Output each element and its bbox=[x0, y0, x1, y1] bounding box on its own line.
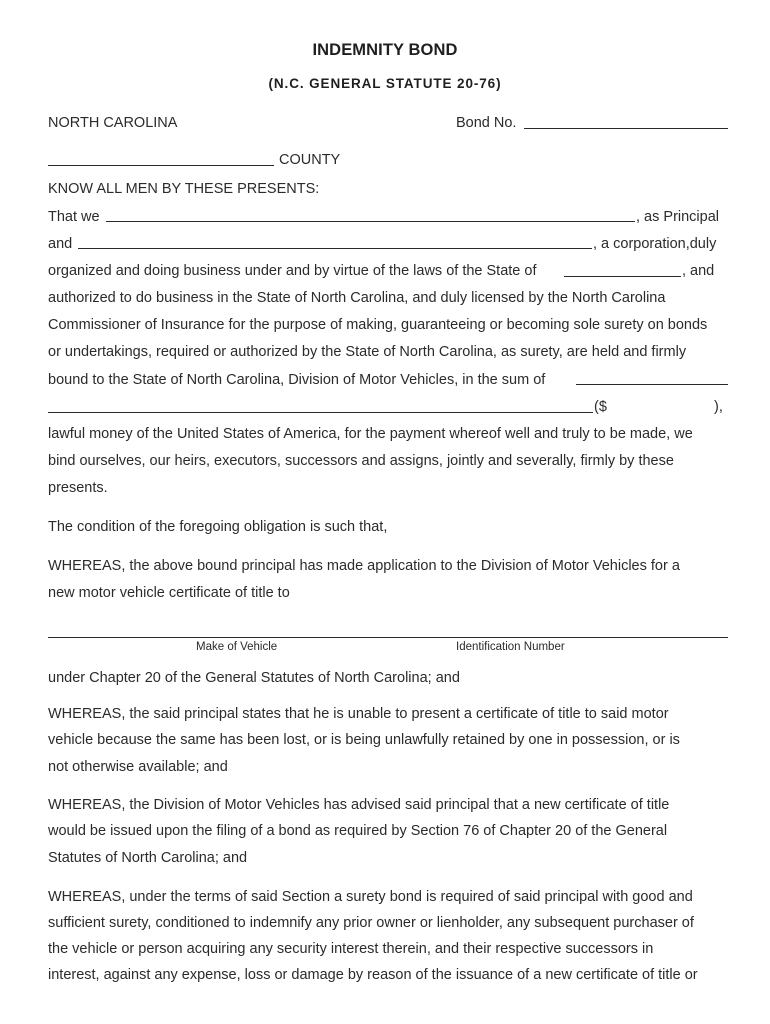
document-title: INDEMNITY BOND bbox=[312, 41, 458, 59]
body-line: the vehicle or person acquiring any security interest therein, and their respective successors in bbox=[48, 941, 654, 957]
body-line: bind ourselves, our heirs, executors, successors and assigns, jointly and severally, firmly by these bbox=[48, 453, 674, 469]
body-line: or undertakings, required or authorized by the State of North Carolina, as surety, are held and firmly bbox=[48, 344, 687, 360]
that-we-label: That we bbox=[48, 209, 100, 225]
body-line: WHEREAS, the Division of Motor Vehicles has advised said principal that a new certificate of title bbox=[48, 797, 670, 813]
sum-words-field[interactable] bbox=[48, 412, 593, 413]
body-line: vehicle because the same has been lost, or is being unlawfully retained by one in possession, or is bbox=[48, 732, 680, 748]
dollar-open: ($ bbox=[594, 399, 607, 415]
organized-suffix: , and bbox=[682, 263, 715, 279]
sum-words-field-start[interactable] bbox=[576, 384, 728, 385]
county-label: COUNTY bbox=[279, 152, 341, 168]
body-line: not otherwise available; and bbox=[48, 759, 228, 775]
county-field[interactable] bbox=[48, 165, 274, 166]
sum-text: bound to the State of North Carolina, Division of Motor Vehicles, in the sum of bbox=[48, 372, 546, 388]
as-principal-label: , as Principal bbox=[636, 209, 720, 225]
organized-text: organized and doing business under and by virtue of the laws of the State of bbox=[48, 263, 537, 279]
body-line: WHEREAS, the said principal states that he is unable to present a certificate of title to said motor bbox=[48, 706, 669, 722]
condition-text: The condition of the foregoing obligation is such that, bbox=[48, 519, 388, 535]
body-line: WHEREAS, under the terms of said Section a surety bond is required of said principal with good and bbox=[48, 889, 693, 905]
body-line: Statutes of North Carolina; and bbox=[48, 850, 248, 866]
dollar-close: ), bbox=[714, 399, 723, 415]
know-all-heading: KNOW ALL MEN BY THESE PRESENTS: bbox=[48, 181, 320, 197]
body-line: sufficient surety, conditioned to indemnify any prior owner or lienholder, any subsequent purchaser of bbox=[48, 915, 694, 931]
body-line: Commissioner of Insurance for the purpose of making, guaranteeing or becoming sole surety on bonds bbox=[48, 317, 708, 333]
vehicle-description-field[interactable] bbox=[48, 637, 728, 638]
chapter-text: under Chapter 20 of the General Statutes of North Carolina; and bbox=[48, 670, 460, 686]
body-line: interest, against any expense, loss or damage by reason of the issuance of a new certificate of title or bbox=[48, 967, 698, 983]
identification-number-label: Identification Number bbox=[456, 641, 565, 653]
principal-name-field[interactable] bbox=[106, 221, 635, 222]
bond-no-label: Bond No. bbox=[456, 115, 517, 131]
state-of-incorporation-field[interactable] bbox=[564, 276, 681, 277]
corporation-label: , a corporation,duly bbox=[593, 236, 717, 252]
and-label: and bbox=[48, 236, 73, 252]
bond-no-field[interactable] bbox=[524, 128, 728, 129]
body-line: would be issued upon the filing of a bond as required by Section 76 of Chapter 20 of the General bbox=[48, 823, 668, 839]
body-line: authorized to do business in the State of North Carolina, and duly licensed by the North Carolina bbox=[48, 290, 666, 306]
body-line: new motor vehicle certificate of title to bbox=[48, 585, 290, 601]
make-of-vehicle-label: Make of Vehicle bbox=[196, 641, 278, 653]
body-line: presents. bbox=[48, 480, 108, 496]
surety-name-field[interactable] bbox=[78, 248, 592, 249]
state-label: NORTH CAROLINA bbox=[48, 115, 178, 131]
body-line: WHEREAS, the above bound principal has made application to the Division of Motor Vehicles for a bbox=[48, 558, 680, 574]
body-line: lawful money of the United States of America, for the payment whereof well and truly to be made, we bbox=[48, 426, 693, 442]
document-subtitle: (N.C. GENERAL STATUTE 20-76) bbox=[268, 76, 502, 91]
